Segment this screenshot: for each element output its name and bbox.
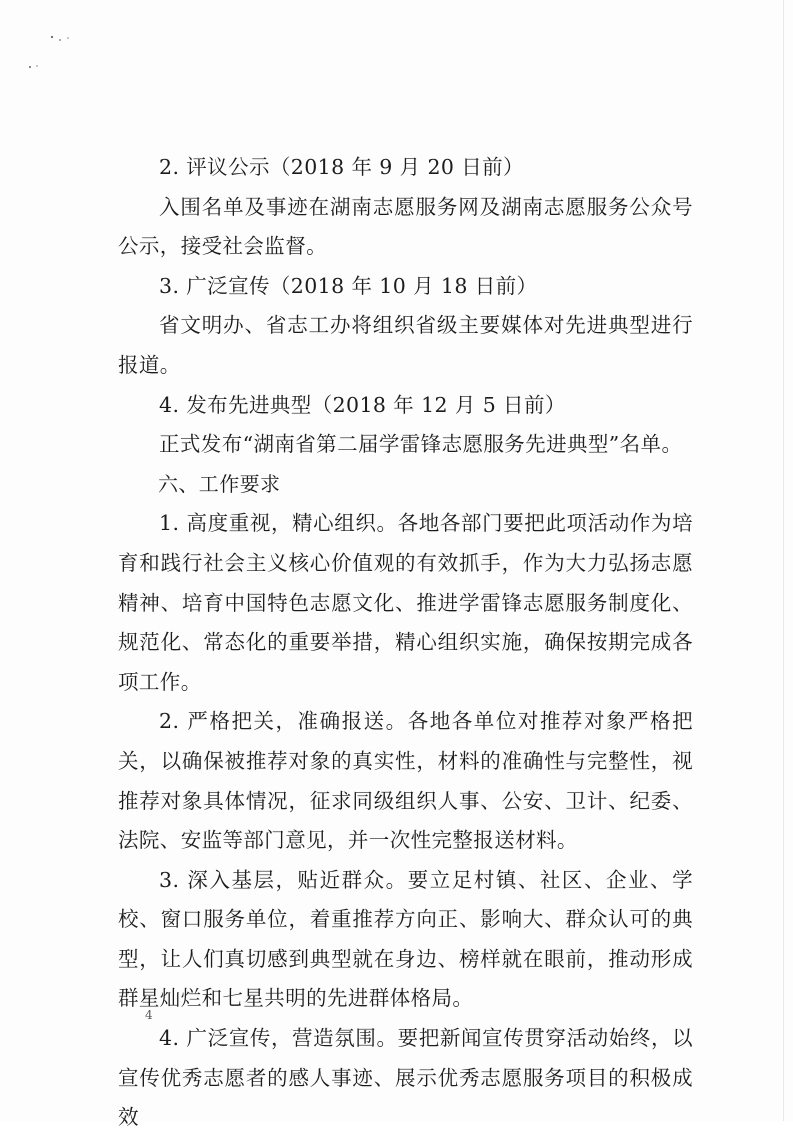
section-heading: 六、工作要求: [158, 471, 281, 496]
requirement-3: 3. 深入基层，贴近群众。要立足村镇、社区、企业、学校、窗口服务单位，着重推荐方向正、影响大、群众认可的典型，让人们真切感到典型就在身边、榜样就在眼前，推动形成群星灿烂和七星共明的先进群体格局。: [118, 867, 693, 1011]
step-4-heading: 4. 发布先进典型（2018 年 12 月 5 日前）: [159, 392, 566, 417]
page-number: 4: [145, 1008, 153, 1022]
step-4-text: 正式发布“湖南省第二届学雷锋志愿服务先进典型”名单。: [159, 432, 683, 457]
step-3-text: 省文明办、省志工办将组织省级主要媒体对先进典型进行报道。: [118, 313, 693, 377]
step-3-heading: 3. 广泛宣传（2018 年 10 月 18 日前）: [159, 273, 538, 298]
requirement-4: 4. 广泛宣传，营造氛围。要把新闻宣传贯穿活动始终，以宣传优秀志愿者的感人事迹、展示优秀志愿服务项目的积极成效: [118, 1026, 693, 1130]
step-2-text: 入围名单及事迹在湖南志愿服务网及湖南志愿服务公众号公示，接受社会监督。: [118, 194, 693, 259]
step-2-heading: 2. 评议公示（2018 年 9 月 20 日前）: [159, 155, 524, 179]
requirement-1: 1. 高度重视，精心组织。各地各部门要把此项活动作为培育和践行社会主义核心价值观的有效抓手，作为大力弘扬志愿精神、培育中国特色志愿文化、推进学雷锋志愿服务制度化、规范化、常态化的重要举措，精心组织实施，确保按期完成各项工作。: [118, 511, 693, 694]
document-body: [118, 148, 693, 1138]
requirement-2: 2. 严格把关，准确报送。各地各单位对推荐对象严格把关，以确保被推荐对象的真实性，材料的准确性与完整性，视推荐对象具体情况，征求同级组织人事、公安、卫计、纪委、法院、安监等部门意见，并一次性完整报送材料。: [118, 709, 693, 853]
